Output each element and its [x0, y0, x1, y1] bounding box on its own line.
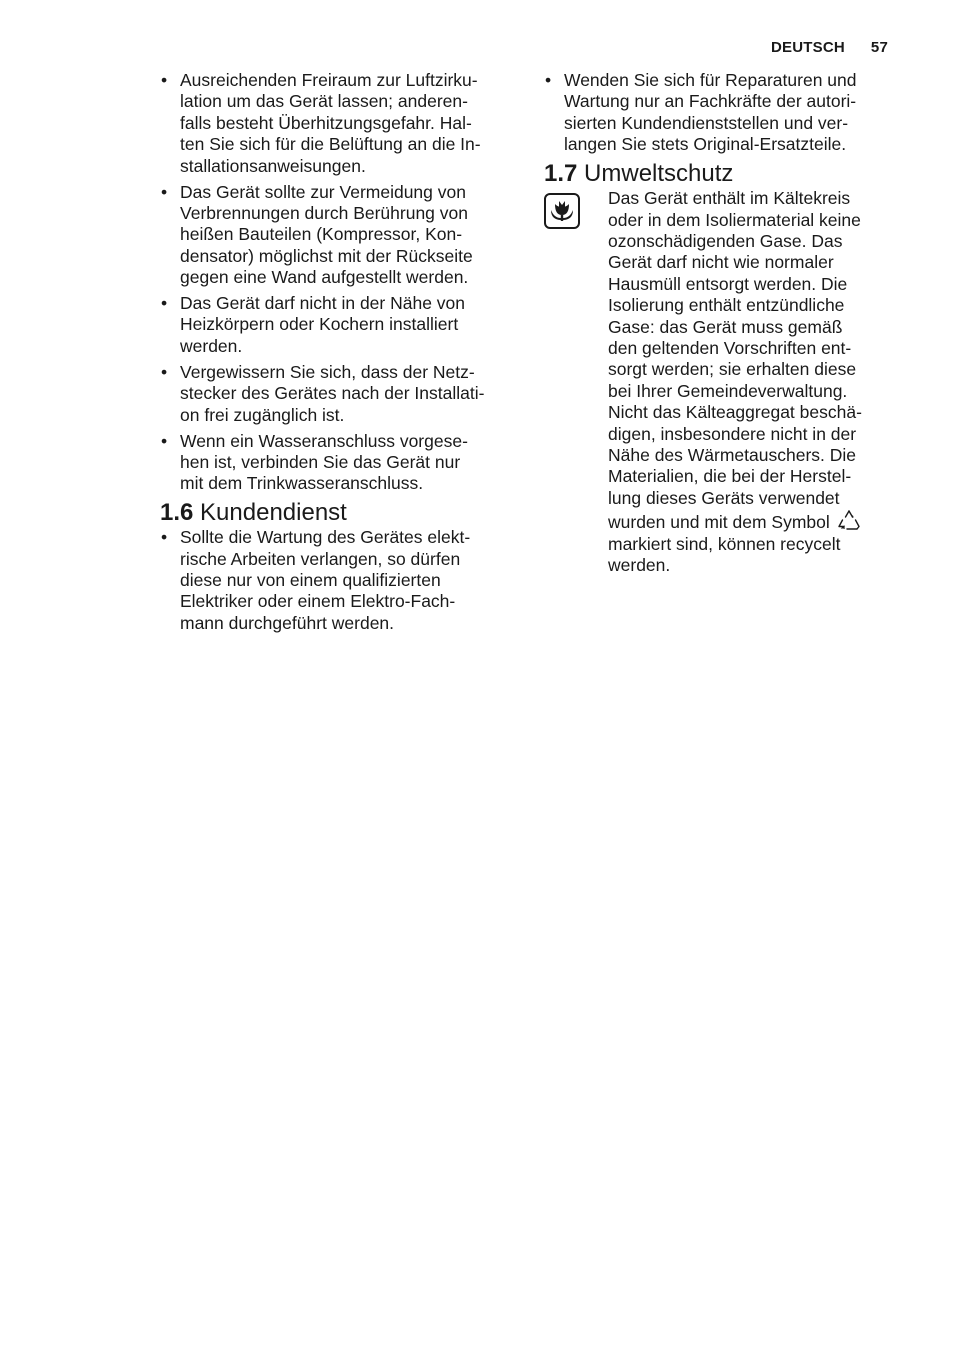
left-column	[160, 70, 520, 639]
list-item: • Wenden Sie sich für Reparaturen und Wartung nur an Fachkräfte der autori- sierten Kundendienststellen und ver- langen Sie stets Original-Ersatzteile.	[544, 70, 899, 156]
list-item: • Das Gerät sollte zur Vermeidung von Verbrennungen durch Berührung von heißen Bauteilen (Kompressor, Kon- densator) möglichst mit der Rückseite gegen eine Wand aufgestellt werden.	[160, 182, 520, 289]
section-number: 1.7	[544, 160, 578, 188]
environment-text	[608, 188, 899, 576]
right-column	[544, 70, 899, 576]
environment-flower-icon	[544, 193, 580, 229]
list-item: • Wenn ein Wasseranschluss vorgese- hen ist, verbinden Sie das Gerät nur mit dem Trinkwasseranschluss.	[160, 431, 520, 495]
installation-bullet-list	[160, 70, 520, 495]
list-item: • Ausreichenden Freiraum zur Luftzirku- lation um das Gerät lassen; anderen- falls besteht Überhitzungsgefahr. Hal- ten Sie sich für die Belüftung an die In- stallationsanweisungen.	[160, 70, 520, 177]
recycle-icon	[837, 509, 861, 531]
section-heading-umweltschutz	[544, 160, 899, 188]
list-item: • Das Gerät darf nicht in der Nähe von Heizkörpern oder Kochern installiert werden.	[160, 293, 520, 357]
environment-text-part2: markiert sind, können recycelt werden.	[608, 533, 841, 576]
environment-text-part1: Das Gerät enthält im Kältekreis oder in dem Isoliermaterial keine ozonschädigenden Gase. Das Gerät darf nicht wie normaler Hausmüll entsorgt werden. Die Isolierung enthält entzündliche Gase: das Gerät muss gemäß den geltenden Vorschriften ent- sorgt werden; sie erhalten diese bei Ihrer Gemeindeverwaltung. Nicht das Kälteaggregat beschä- digen, insbesondere nicht in der Nähe des Wärmetauschers. Die Materialien, die bei der Herstel- lung dieses Geräts verwendet wurden und mit dem Symbol	[608, 188, 862, 533]
list-item: • Vergewissern Sie sich, dass der Netz- stecker des Gerätes nach der Installati- on frei zugänglich ist.	[160, 362, 520, 426]
repair-bullet-list	[544, 70, 899, 156]
list-item: • Sollte die Wartung des Gerätes elekt- rische Arbeiten verlangen, so dürfen diese nur von einem qualifizierten Elektriker oder einem Elektro-Fach- mann durchgeführt werden.	[160, 527, 520, 634]
section-title: Kundendienst	[200, 499, 347, 527]
page-number: 57	[870, 39, 888, 56]
kundendienst-bullet-list	[160, 527, 520, 634]
environment-note	[544, 188, 899, 576]
section-title: Umweltschutz	[584, 160, 734, 188]
page-header	[771, 39, 888, 56]
header-language: DEUTSCH	[771, 39, 845, 56]
section-number: 1.6	[160, 499, 194, 527]
section-heading-kundendienst	[160, 499, 520, 527]
